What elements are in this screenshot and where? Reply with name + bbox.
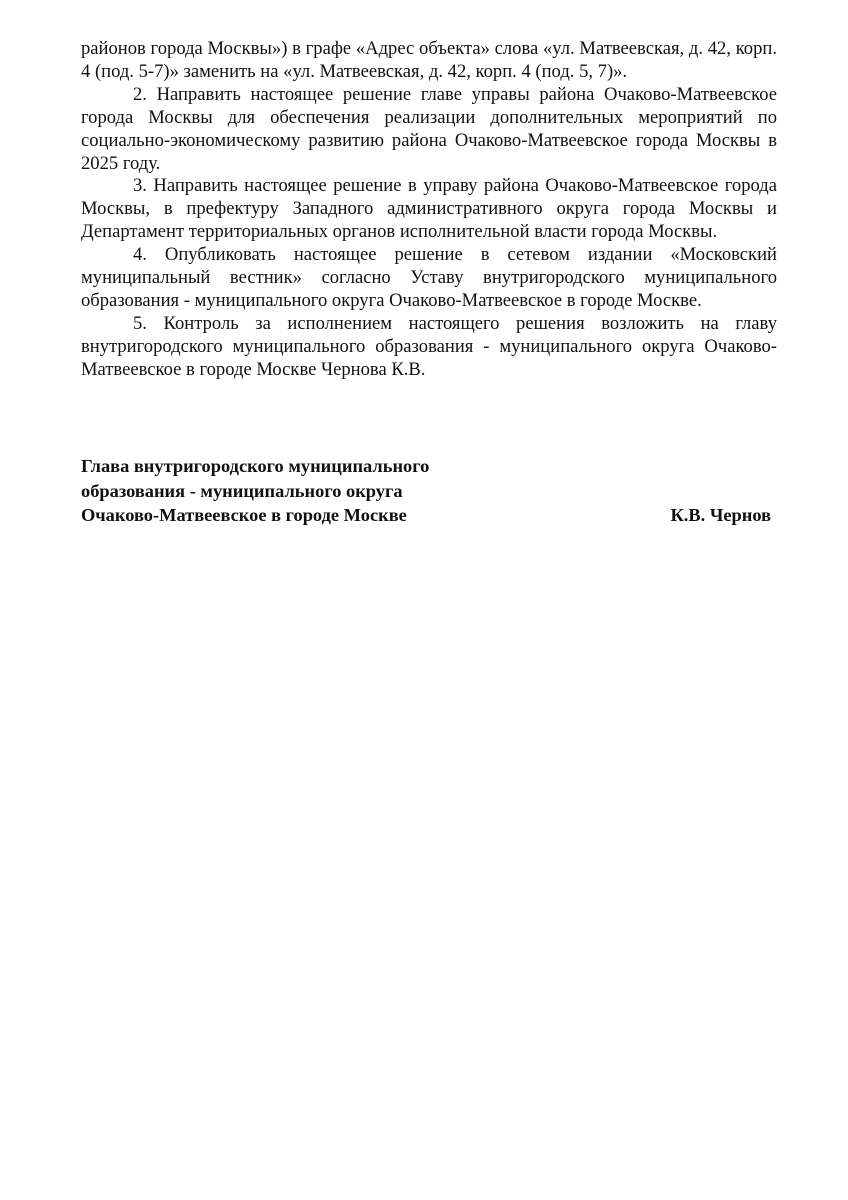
signature-block <box>81 454 771 528</box>
signature-title-line-1: Глава внутригородского муниципального <box>81 456 430 476</box>
paragraph-item-2: 2. Направить настоящее решение главе управы района Очаково-Матвеевское города Москвы для обеспечения реализации дополнительных мероприятий по социально-экономическому развитию района Очаково-Матвеевское города Москвы в 2025 году. <box>81 83 777 174</box>
signature-row <box>81 503 771 528</box>
signature-title-line-2: образования - муниципального округа <box>81 480 403 501</box>
paragraph-continuation: районов города Москвы») в графе «Адрес объекта» слова «ул. Матвеевская, д. 42, корп. 4 (под. 5-7)» заменить на «ул. Матвеевская, д. 42, корп. 4 (под. 5, 7)». <box>81 38 777 82</box>
signatory-name: К.В. Чернов <box>670 505 771 525</box>
paragraph-item-5: 5. Контроль за исполнением настоящего решения возложить на главу внутригородского муниципального образования - муниципального округа Очаково-Матвеевское в городе Москве Чернова К.В. <box>81 312 777 380</box>
paragraph-item-4: 4. Опубликовать настоящее решение в сетевом издании «Московский муниципальный вестник» согласно Уставу внутригородского муниципального образования - муниципального округа Очаково-Матвеевское в городе Москве. <box>81 244 777 311</box>
paragraph-item-3: 3. Направить настоящее решение в управу района Очаково-Матвеевское города Москвы, в префектуру Западного административного округа города Москвы и Департамент территориальных органов исполнительной власти города Москвы. <box>81 175 777 243</box>
document-body <box>81 38 777 382</box>
signature-title-line-3: Очаково-Матвеевское в городе Москве <box>81 505 407 525</box>
